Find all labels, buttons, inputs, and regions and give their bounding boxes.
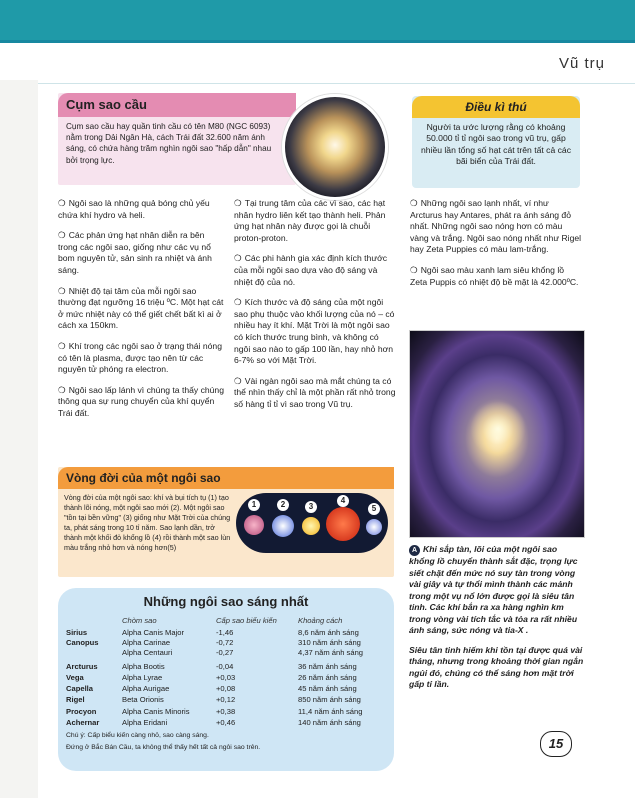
table-note-1: Chú ý: Cấp biểu kiến càng nhỏ, sao càng sáng. [66, 732, 209, 739]
bullet-icon: ❍ [234, 253, 242, 264]
bullet-icon: ❍ [58, 384, 66, 395]
caption-paragraph-1: A Khi sắp tàn, lõi của một ngôi sao khổng lồ chuyển thành sắt đặc, trọng lực siết chặt đến mức nó suy tàn trong vòng vài giây và tự thổi mình thành các mảnh trong một vụ nổ lớn được gọi là siêu tân tinh. Các khí bắn ra xa hàng nghìn km trong vòng vài tích tắc và tỏa ra rất nhiều ánh sáng, sức nóng và tia-X . [409, 544, 578, 635]
table-note-2: Đứng ở Bắc Bán Cầu, ta không thể thấy hết tất cả ngôi sao trên. [66, 744, 261, 751]
bullet-icon: ❍ [410, 198, 418, 208]
life-cycle-title: Vòng đời của một ngôi sao [66, 471, 221, 485]
header-distance: Khoảng cách [298, 616, 343, 625]
bullet-icon: ❍ [234, 198, 242, 208]
header-magnitude: Cấp sao biểu kiến [216, 616, 277, 625]
paragraph: ❍ Nhiệt độ tại tâm của mỗi ngôi sao thường đạt ngưỡng 16 triệu ºC. Một hạt cát ở mức nhiệt này có thể giết chết bất kì ai ở cách xa 150km. [58, 285, 224, 331]
caption-paragraph-2: Siêu tân tinh hiếm khi tồn tại được quá vài tháng, nhưng trong khoảng thời gian ngắn ngủi đó, chúng có thể sáng hơn mặt trời gấp tỉ lần. [409, 644, 584, 689]
life-cycle-box [58, 467, 394, 577]
paragraph: ❍ Vài ngàn ngôi sao mà mắt chúng ta có thể nhìn thấy chỉ là một phần rất nhỏ trong số hàng tỉ tỉ vì sao trong Vũ trụ. [234, 375, 396, 409]
bright-stars-table: Những ngôi sao sáng nhất Chòm sao Cấp sao biểu kiến Khoảng cách Sirius Alpha Canis Major -1,46 8,6 năm ánh sáng Canopus Alpha Carinae -0,72 310 năm ánh sáng Alpha Centauri -0,27 4,37 năm ánh sáng Arcturus Alpha Bootis -0,04 36 năm ánh sáng Vega Alpha Lyrae +0,03 26 năm ánh sáng Capella Alpha Aurigae +0,08 45 năm ánh sáng Rigel Beta Orionis +0,12 850 năm ánh sáng Procyon Alpha Canis Minoris +0,38 11,4 năm ánh sáng Achernar Alpha Eridani +0,46 140 năm ánh sáng Chú ý: Cấp biểu kiến càng nhỏ, sao càng sáng. Đứng ở Bắc Bán Cầu, ta không thể thấy hết tất cả ngôi sao trên. [58, 588, 394, 771]
caption-badge: A [409, 545, 420, 556]
bullet-icon: ❍ [58, 340, 66, 351]
paragraph: ❍ Ngôi sao lấp lánh vì chúng ta thấy chúng thông qua sự rung chuyển của khí quyển Trái đất. [58, 384, 224, 418]
column-2 [234, 198, 396, 420]
globular-cluster-text: Cụm sao cầu hay quần tinh cầu có tên M80 (NGC 6093) nằm trong Dải Ngân Hà, cách Trái đất 32.600 năm ánh sáng, có chứa hàng trăm nghìn ngôi sao "hấp dẫn" nhau bởi trọng lực. [66, 122, 272, 165]
life-cycle-header [58, 467, 394, 489]
paragraph: ❍ Các phi hành gia xác định kích thước của mỗi ngôi sao dựa vào độ sáng và nhiệt độ của nó. [234, 253, 388, 287]
bullet-icon: ❍ [58, 230, 66, 241]
globular-cluster-header [58, 93, 296, 117]
bullet-icon: ❍ [410, 264, 418, 275]
paragraph: ❍ Ngôi sao màu xanh lam siêu khổng lồ Zeta Puppis có nhiệt độ bề mặt là 42.000ºC. [410, 264, 579, 287]
fun-fact-title: Điều kì thú [465, 100, 527, 114]
paragraph: ❍ Tại trung tâm của các vì sao, các hạt nhân hydro liên kết tạo thành heli. Phản ứng hạt nhân này được gọi là chuỗi proton-proton. [234, 198, 386, 243]
stage-4-label: 4 [337, 495, 349, 507]
page-margin [0, 80, 38, 798]
bullet-icon: ❍ [234, 297, 242, 308]
stage-3-star [302, 517, 320, 535]
supernova-caption [409, 544, 585, 699]
paragraph: ❍ Các phản ứng hạt nhân diễn ra bên trong các ngôi sao, giống như các vụ nổ bom nguyên tử, sản sinh ra nhiệt và ánh sáng. [58, 230, 212, 275]
stage-2-star [272, 515, 294, 537]
fun-fact-header [412, 96, 580, 118]
life-cycle-diagram [236, 493, 388, 553]
globular-cluster-title: Cụm sao cầu [66, 97, 147, 112]
paragraph: ❍ Kích thước và độ sáng của một ngôi sao phụ thuộc vào khối lượng của nó – có nhiều hay ít khí. Mặt Trời là một ngôi sao có kích thước trung bình, và không có ngôi sao nào to gấp 100 lần, hay nhỏ hơn 6-7% so với Mặt Trời. [234, 297, 395, 366]
section-title: Vũ trụ [558, 55, 605, 72]
stage-4-star [326, 507, 360, 541]
supernova-image [409, 330, 585, 538]
bullet-icon: ❍ [58, 285, 66, 296]
life-cycle-text: Vòng đời của một ngôi sao: khí và bụi tích tụ (1) tạo thành lõi nóng, một ngôi sao mới (2). Một ngôi sao "tồn tại bền vững" (3) giống như Mặt Trời của chúng ta, phát sáng trong 10 tỉ năm. Sao lạnh dần, trở thành một khối đỏ khổng lồ (4) rồi thành một sao lùn màu trắng nhỏ hơn và nóng hơn(5) [64, 493, 231, 552]
paragraph: ❍ Những ngôi sao lạnh nhất, ví như Arcturus hay Antares, phát ra ánh sáng đỏ nhất. Những ngôi sao nóng hơn có màu vàng và trắng. Ngôi sao nóng nhất như Rigel hay Zeta Puppies có màu lam-trắng. [410, 198, 582, 255]
stage-3-label: 3 [305, 501, 317, 513]
stage-1-label: 1 [248, 499, 260, 511]
column-1 [58, 198, 226, 429]
bullet-icon: ❍ [234, 375, 242, 386]
paragraph: ❍ Ngôi sao là những quả bóng chủ yếu chứa khí hydro và heli. [58, 198, 210, 220]
stage-5-label: 5 [368, 503, 380, 515]
stage-1-star [244, 515, 264, 535]
table-title: Những ngôi sao sáng nhất [143, 594, 309, 609]
fun-fact-text: Người ta ước lượng rằng có khoảng 50.000 tỉ tỉ ngôi sao trong vũ trụ, gấp nhiều lần tổng số hạt cát trên tất cả các bãi biển của Trái đất. [420, 122, 571, 167]
globular-cluster-box [58, 93, 296, 185]
column-3 [410, 198, 582, 297]
header-constellation: Chòm sao [122, 616, 157, 625]
globular-cluster-image [282, 94, 388, 200]
fun-fact-box [412, 96, 580, 188]
stage-2-label: 2 [277, 499, 289, 511]
stage-5-star [366, 519, 382, 535]
bullet-icon: ❍ [58, 198, 66, 208]
paragraph: ❍ Khí trong các ngôi sao ở trạng thái nóng có tên là plasma, được tạo nên từ các nguyên tử phóng ra electron. [58, 340, 222, 375]
header-band [0, 40, 635, 84]
page-number: 15 [540, 731, 572, 757]
